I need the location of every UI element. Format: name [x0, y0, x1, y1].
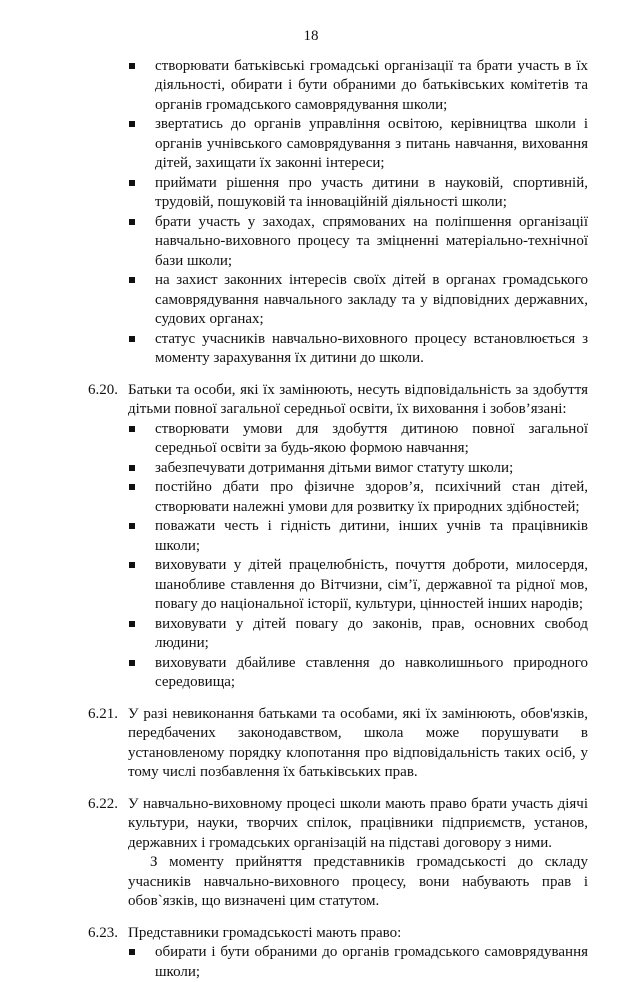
section-text: У разі невиконання батьками та особами, які їх замінюють, обов'язків, передбачених законодавством, школа може порушувати в установленому порядку клопотання про відповідальність таких осіб, у тому числі позбавлення їх батьківських прав. [128, 705, 588, 783]
list-item: виховувати дбайливе ставлення до навколишнього природного середовища; [155, 654, 588, 693]
intro-bullet-list [88, 57, 588, 369]
bullet-square-icon [129, 219, 135, 225]
list-item: виховувати у дітей працелюбність, почуття доброти, милосердя, шанобливе ставлення до Вітчизни, сім’ї, державної та рідної мов, повагу до національної історії, культури, цінностей інших народів; [155, 556, 588, 615]
list-item: забезпечувати дотримання дітьми вимог статуту школи; [155, 459, 588, 479]
section-6-21 [88, 705, 588, 783]
bullet-square-icon [129, 465, 135, 471]
list-item: створювати батьківські громадські організації та брати участь в їх діяльності, обирати і бути обраними до батьківських комітетів та органів громадського самоврядування школи; [155, 57, 588, 116]
list-item: статус учасників навчально-виховного процесу встановлюється з моменту зарахування їх дитини до школи. [155, 330, 588, 369]
section-text: Батьки та особи, які їх замінюють, несуть відповідальність за здобуття дітьми повної загальної середньої освіти, їх виховання і зобов’язані: [128, 381, 588, 420]
bullet-square-icon [129, 484, 135, 490]
section-6-20-bullets [88, 420, 588, 693]
bullet-square-icon [129, 562, 135, 568]
list-item: постійно дбати про фізичне здоров’я, психічний стан дітей, створювати належні умови для розвитку їх природних здібностей; [155, 478, 588, 517]
bullet-square-icon [129, 277, 135, 283]
bullet-square-icon [129, 121, 135, 127]
list-item: створювати умови для здобуття дитиною повної загальної середньої освіти за будь-якою формою навчання; [155, 420, 588, 459]
section-extra-paragraph: З моменту прийняття представників громадськості до складу учасників навчально-виховного процесу, вони набувають прав і обов`язків, що визначені цим статутом. [128, 853, 588, 912]
bullet-square-icon [129, 180, 135, 186]
section-6-22 [88, 795, 588, 912]
section-number: 6.23. [88, 924, 128, 944]
list-item: виховувати у дітей повагу до законів, прав, основних свобод людини; [155, 615, 588, 654]
bullet-square-icon [129, 660, 135, 666]
section-6-20 [88, 381, 588, 693]
section-text: У навчально-виховному процесі школи мають право брати участь діячі культури, науки, творчих спілок, працівники підприємств, установ, державних і громадських організацій на підставі договору з ними. [128, 795, 588, 854]
bullet-square-icon [129, 63, 135, 69]
list-item: поважати честь і гідність дитини, інших учнів та працівників школи; [155, 517, 588, 556]
section-number: 6.20. [88, 381, 128, 420]
bullet-square-icon [129, 621, 135, 627]
section-text: Представники громадськості мають право: [128, 924, 588, 944]
section-number: 6.21. [88, 705, 128, 783]
list-item: на захист законних інтересів своїх дітей в органах громадського самоврядування навчального закладу та у відповідних державних, судових органах; [155, 271, 588, 330]
list-item: обирати і бути обраними до органів громадського самоврядування школи; [155, 943, 588, 982]
section-number: 6.22. [88, 795, 128, 854]
bullet-square-icon [129, 426, 135, 432]
bullet-square-icon [129, 523, 135, 529]
list-item: звертатись до органів управління освітою, керівництва школи і органів учнівського самоврядування з питань навчання, виховання дітей, захищати їх законні інтереси; [155, 115, 588, 174]
list-item: брати участь у заходах, спрямованих на поліпшення організації навчально-виховного процесу та зміцненні матеріально-технічної бази школи; [155, 213, 588, 272]
section-6-23-bullets [88, 943, 588, 982]
bullet-square-icon [129, 336, 135, 342]
bullet-square-icon [129, 949, 135, 955]
list-item: приймати рішення про участь дитини в науковій, спортивній, трудовій, пошуковій та інноваційній діяльності школи; [155, 174, 588, 213]
section-6-23 [88, 924, 588, 982]
page-number: 18 [61, 27, 561, 47]
